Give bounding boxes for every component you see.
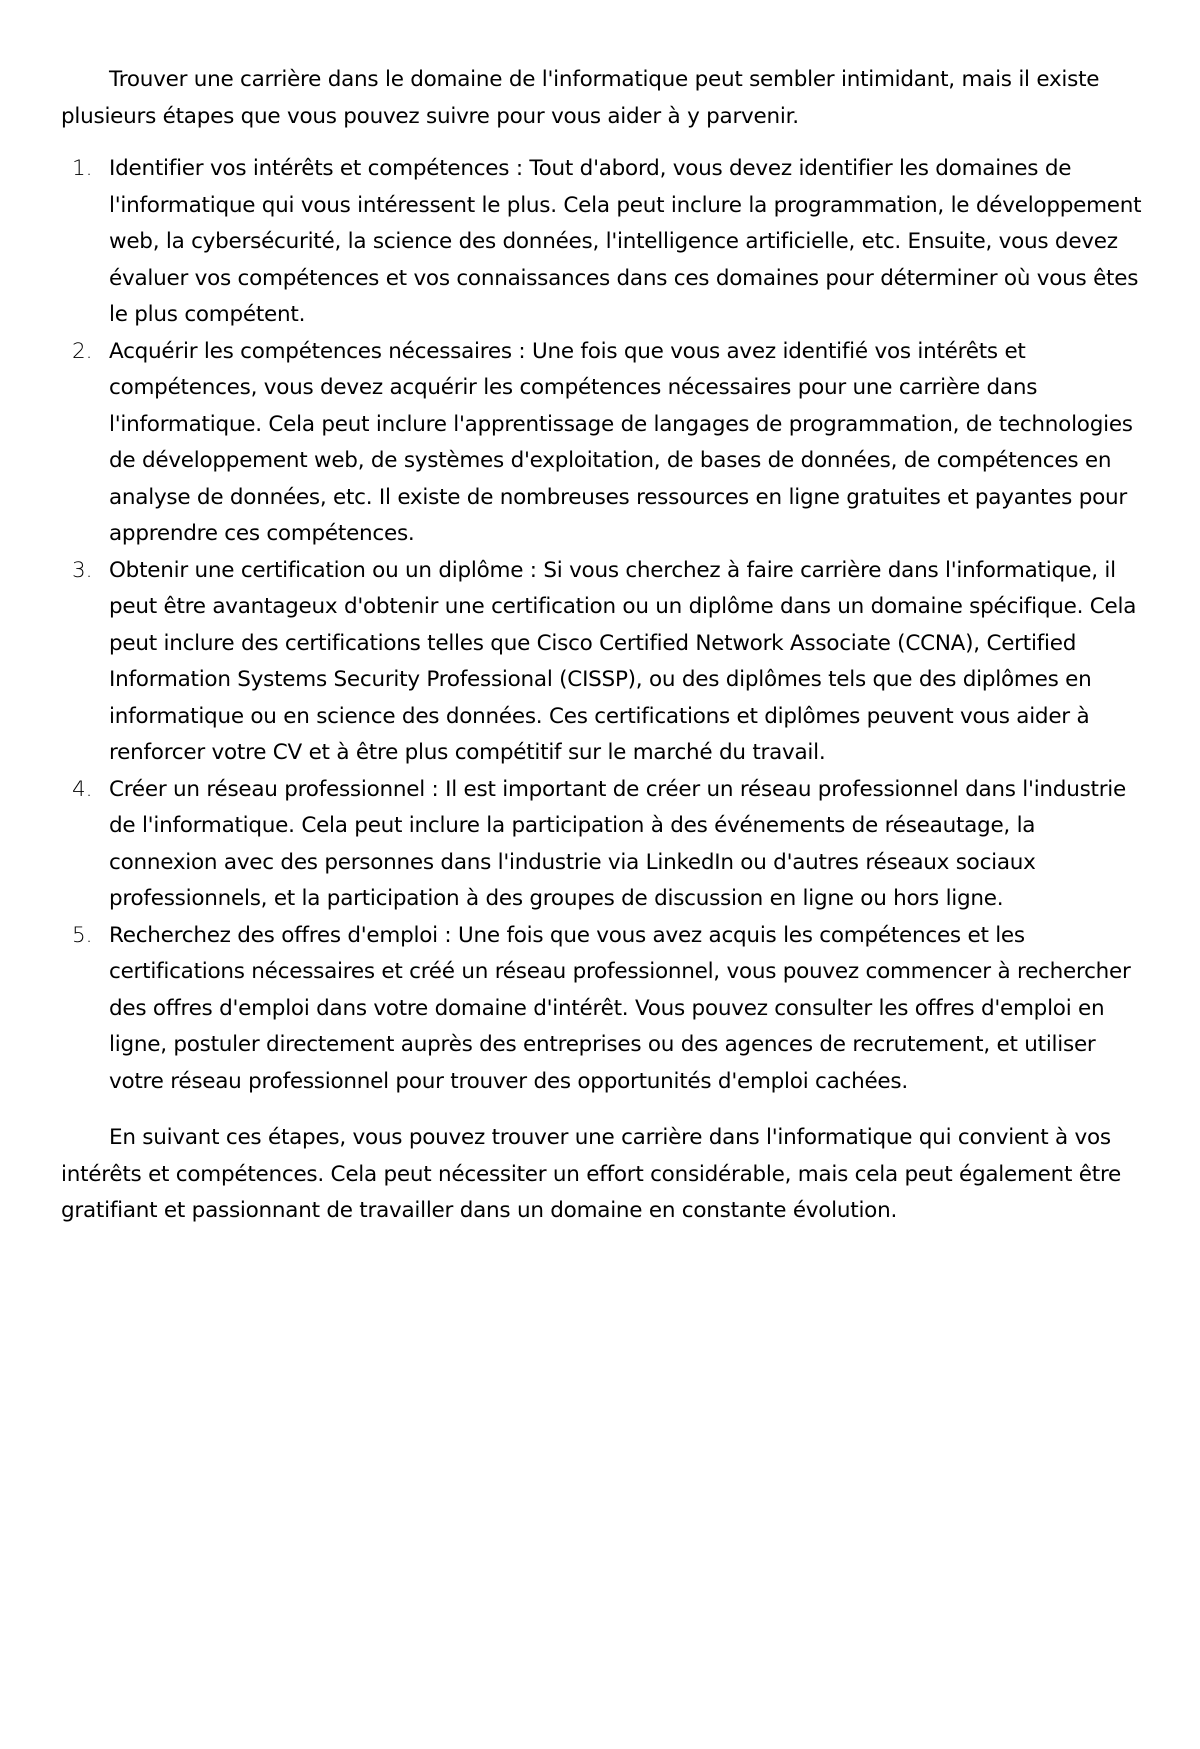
document-page: [61, 62, 1146, 1230]
step-text: Il est important de créer un réseau professionnel dans l'industrie de l'informatique. Cela peut inclure la participation à des événements de réseautage, la connexion avec des personnes dans l'industrie via LinkedIn ou d'autres réseaux sociaux professionnels, et la participation à des groupes de discussion en ligne ou hors ligne.: [109, 776, 1126, 911]
list-item-1: [61, 151, 1146, 334]
step-text: Tout d'abord, vous devez identifier les domaines de l'informatique qui vous intéressent le plus. Cela peut inclure la programmation, le développement web, la cybersécurité, la science des données, l'intelligence artificielle, etc. Ensuite, vous devez évaluer vos compétences et vos connaissances dans ces domaines pour déterminer où vous êtes le plus compétent.: [109, 156, 1142, 327]
step-text: Si vous cherchez à faire carrière dans l'informatique, il peut être avantageux d'obtenir une certification ou un diplôme dans un domaine spécifique. Cela peut inclure des certifications telles que Cisco Certified Network Associate (CCNA), Certified Information Systems Security Professional (CISSP), ou des diplômes tels que des diplômes en informatique ou en science des données. Ces certifications et diplômes peuvent vous aider à renforcer votre CV et à être plus compétitif sur le marché du travail.: [109, 557, 1137, 765]
step-text: Une fois que vous avez identifié vos intérêts et compétences, vous devez acquérir les compétences nécessaires pour une carrière dans l'informatique. Cela peut inclure l'apprentissage de langages de programmation, de technologies de développement web, de systèmes d'exploitation, de bases de données, de compétences en analyse de données, etc. Il existe de nombreuses ressources en ligne gratuites et payantes pour apprendre ces compétences.: [109, 338, 1133, 546]
list-item-5: [61, 918, 1146, 1101]
list-number: 2.: [72, 338, 93, 364]
step-title: Acquérir les compétences nécessaires :: [109, 338, 532, 364]
list-item-4: [61, 772, 1146, 918]
list-number: 3.: [72, 557, 93, 583]
step-text: Une fois que vous avez acquis les compétences et les certifications nécessaires et créé un réseau professionnel, vous pouvez commencer à rechercher des offres d'emploi dans votre domaine d'intérêt. Vous pouvez consulter les offres d'emploi en ligne, postuler directement auprès des entreprises ou des agences de recrutement, et utiliser votre réseau professionnel pour trouver des opportunités d'emploi cachées.: [109, 922, 1131, 1094]
list-item-3: [61, 553, 1146, 772]
step-title: Recherchez des offres d'emploi :: [109, 922, 459, 948]
list-item-2: [61, 334, 1146, 553]
step-title: Obtenir une certification ou un diplôme :: [109, 557, 544, 583]
conclusion-paragraph: En suivant ces étapes, vous pouvez trouver une carrière dans l'informatique qui convient à vos intérêts et compétences. Cela peut nécessiter un effort considérable, mais cela peut également être gratifiant et passionnant de travailler dans un domaine en constante évolution.: [61, 1125, 1122, 1223]
steps-list: [61, 151, 1146, 1100]
list-number: 5.: [72, 922, 93, 948]
step-title: Identifier vos intérêts et compétences :: [109, 156, 530, 181]
list-number: 4.: [72, 776, 93, 802]
intro-paragraph: Trouver une carrière dans le domaine de l'informatique peut sembler intimidant, mais il existe plusieurs étapes que vous pouvez suivre pour vous aider à y parvenir.: [61, 67, 1100, 129]
list-number: 1.: [72, 156, 93, 181]
step-title: Créer un réseau professionnel :: [109, 776, 446, 802]
